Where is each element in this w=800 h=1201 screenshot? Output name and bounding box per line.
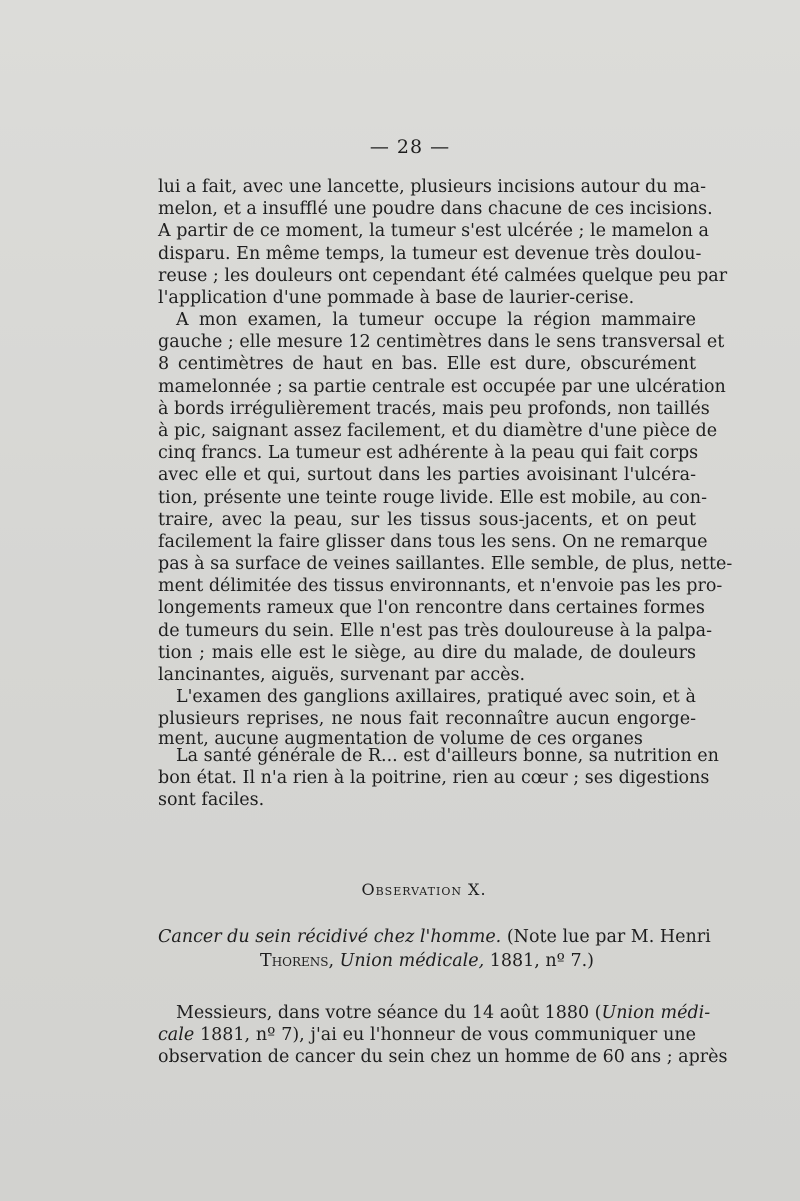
citation-title: Cancer du sein récidivé chez l'homme.: [158, 927, 502, 947]
text-line: ment délimitée des tissus environnants, et n'envoie pas les pro-: [158, 576, 723, 597]
paragraph-3: [158, 686, 696, 749]
text-segment: Messieurs, dans votre séance du 14 août 1880 (: [176, 1003, 602, 1023]
text-line: pas à sa surface de veines saillantes. Elle semble, de plus, nette-: [158, 554, 733, 575]
text-line: avec elle et qui, surtout dans les parties avoisinant l'ulcéra-: [158, 465, 696, 486]
citation-note: (Note lue par M. Henri: [506, 927, 711, 947]
text-line: tion, présente une teinte rouge livide. Elle est mobile, au con-: [158, 487, 707, 508]
text-line: disparu. En même temps, la tumeur est devenue très doulou-: [158, 243, 702, 264]
text-line: tion ; mais elle est le siège, au dire du malade, de douleurs: [158, 642, 696, 663]
text-line: à pic, saignant assez facilement, et du diamètre d'une pièce de: [158, 420, 718, 441]
text-segment: 1881, nº 7), j'ai eu l'honneur de vous communiquer une: [194, 1025, 696, 1046]
text-line: cinq francs. La tumeur est adhérente à la peau qui fait corps: [158, 443, 699, 464]
text-line: [158, 1024, 696, 1046]
text-line: traire, avec la peau, sur les tissus sous-jacents, et on peut: [158, 509, 696, 530]
citation-journal: Union médicale,: [339, 951, 485, 971]
text-line: 8 centimètres de haut en bas. Elle est dure, obscurément: [158, 354, 696, 375]
paragraph-1: [158, 176, 728, 309]
text-line: longements rameux que l'on rencontre dans certaines formes: [158, 598, 705, 619]
text-line: L'examen des ganglions axillaires, pratiqué avec soin, et à: [176, 687, 696, 707]
citation-author: Thorens,: [260, 951, 335, 971]
text-line: de tumeurs du sein. Elle n'est pas très douloureuse à la palpa-: [158, 620, 712, 641]
paragraph-5: [158, 1002, 728, 1069]
text-line: ment, aucune augmentation de volume de ces organes: [158, 729, 643, 750]
paragraph-2: [158, 309, 733, 686]
text-segment-italic: cale: [158, 1025, 195, 1046]
text-line: [158, 1002, 711, 1024]
text-line: à bords irrégulièrement tracés, mais peu profonds, non taillés: [158, 398, 710, 419]
observation-citation: [158, 925, 711, 973]
text-line: sont faciles.: [158, 790, 265, 811]
page-number: — 28 —: [369, 136, 451, 158]
observation-heading: Observation X.: [361, 880, 487, 899]
text-line: reuse ; les douleurs ont cependant été calmées quelque peu par: [158, 265, 728, 286]
text-line: bon état. Il n'a rien à la poitrine, rien au cœur ; ses digestions: [158, 768, 710, 789]
text-line: plusieurs reprises, ne nous fait reconnaître aucun engorge-: [158, 709, 696, 730]
text-line: l'application d'une pommade à base de laurier-cerise.: [158, 287, 635, 308]
text-segment-italic: Union médi-: [601, 1003, 711, 1023]
paragraph-4: [158, 745, 719, 812]
citation-line-2: [158, 949, 696, 973]
text-line: mamelonnée ; sa partie centrale est occupée par une ulcération: [158, 376, 726, 397]
text-line: melon, et a insufflé une poudre dans chacune de ces incisions.: [158, 199, 713, 220]
text-line: facilement la faire glisser dans tous les sens. On ne remarque: [158, 531, 708, 552]
text-line: A partir de ce moment, la tumeur s'est ulcérée ; le mamelon a: [158, 221, 709, 242]
citation-line-1: [158, 925, 711, 949]
text-line: observation de cancer du sein chez un homme de 60 ans ; après: [158, 1047, 728, 1068]
text-line: lancinantes, aiguës, survenant par accès.: [158, 665, 526, 685]
text-line: gauche ; elle mesure 12 centimètres dans le sens transversal et: [158, 332, 725, 353]
text-line: La santé générale de R... est d'ailleurs bonne, sa nutrition en: [176, 746, 719, 766]
citation-ref: 1881, nº 7.): [489, 951, 594, 971]
text-line: lui a fait, avec une lancette, plusieurs incisions autour du ma-: [158, 177, 707, 197]
text-line: A mon examen, la tumeur occupe la région mammaire: [176, 310, 696, 330]
